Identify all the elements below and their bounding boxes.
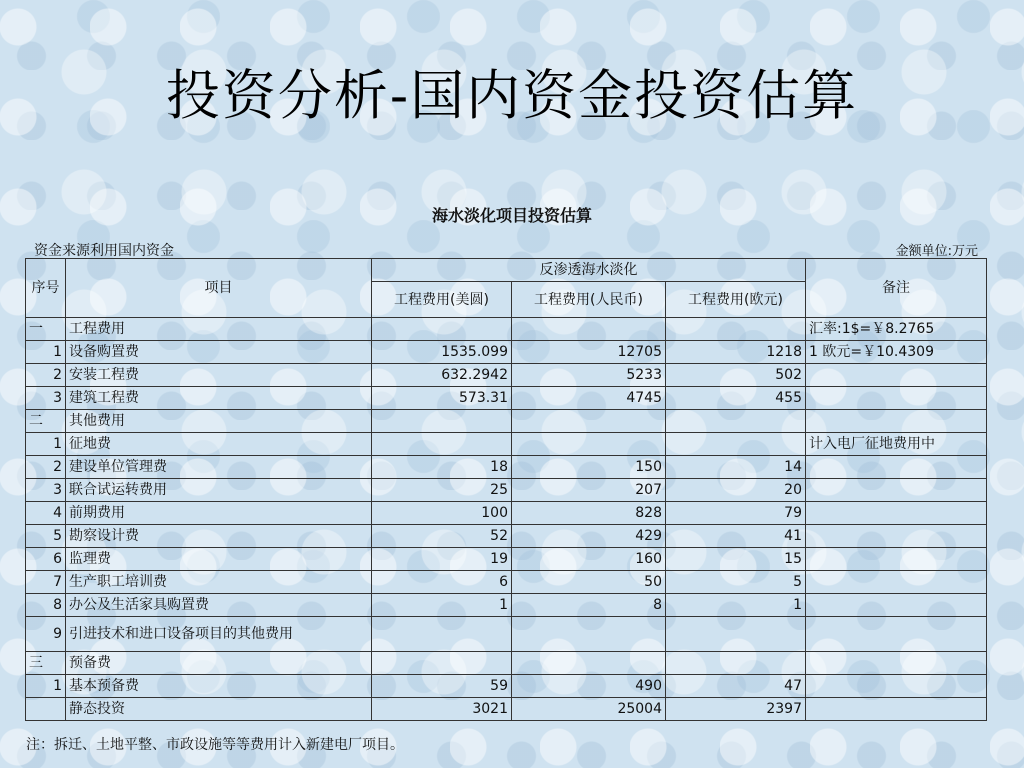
row-cost-usd: 59 [372,675,512,698]
header-ro-desalination: 反渗透海水淡化 [372,259,806,282]
row-cost-eur [666,617,806,652]
row-cost-usd: 19 [372,548,512,571]
amount-unit-label: 金额单位:万元 [895,244,978,259]
row-cost-eur: 502 [666,364,806,387]
row-cost-usd [372,433,512,456]
row-remark [806,525,987,548]
row-cost-usd: 3021 [372,698,512,721]
row-cost-eur [666,410,806,433]
row-item-name: 前期费用 [66,502,372,525]
row-seq: 5 [26,525,66,548]
row-cost-rmb: 150 [512,456,666,479]
row-item-name: 勘察设计费 [66,525,372,548]
row-cost-usd [372,410,512,433]
row-item-name: 联合试运转费用 [66,479,372,502]
fund-source-label: 资金来源利用国内资金 [34,243,174,259]
row-cost-rmb: 12705 [512,341,666,364]
row-remark [806,479,987,502]
table-row [26,502,987,525]
row-remark [806,410,987,433]
table-row [26,571,987,594]
row-cost-eur: 41 [666,525,806,548]
table-body [26,318,987,721]
row-remark [806,617,987,652]
row-cost-eur: 455 [666,387,806,410]
row-cost-rmb [512,318,666,341]
row-seq: 一 [26,318,66,341]
row-cost-rmb: 207 [512,479,666,502]
row-seq: 9 [26,617,66,652]
row-seq: 3 [26,387,66,410]
row-cost-eur [666,652,806,675]
row-seq: 6 [26,548,66,571]
row-item-name: 征地费 [66,433,372,456]
row-seq: 8 [26,594,66,617]
row-cost-usd: 6 [372,571,512,594]
row-cost-usd: 1 [372,594,512,617]
row-seq: 2 [26,364,66,387]
row-remark [806,571,987,594]
row-item-name: 生产职工培训费 [66,571,372,594]
row-cost-rmb: 429 [512,525,666,548]
row-cost-eur [666,318,806,341]
row-remark: 1 欧元=￥10.4309 [806,341,987,364]
table-row [26,594,987,617]
row-cost-rmb: 5233 [512,364,666,387]
investment-estimate-table [25,258,987,721]
row-item-name: 办公及生活家具购置费 [66,594,372,617]
table-row [26,433,987,456]
header-remark: 备注 [806,259,987,318]
row-cost-rmb: 828 [512,502,666,525]
table-row [26,548,987,571]
header-seq: 序号 [26,259,66,318]
row-item-name: 预备费 [66,652,372,675]
row-remark: 计入电厂征地费用中 [806,433,987,456]
row-cost-eur: 1 [666,594,806,617]
row-seq: 3 [26,479,66,502]
slide-title: 投资分析-国内资金投资估算 [165,64,859,127]
table-row [26,675,987,698]
row-seq: 7 [26,571,66,594]
header-row-1 [26,259,987,282]
row-seq [26,698,66,721]
row-cost-eur: 47 [666,675,806,698]
row-seq: 4 [26,502,66,525]
row-seq: 三 [26,652,66,675]
row-cost-rmb [512,410,666,433]
row-cost-eur [666,433,806,456]
row-cost-eur: 79 [666,502,806,525]
row-item-name: 静态投资 [66,698,372,721]
table-row [26,479,987,502]
row-seq: 1 [26,341,66,364]
row-item-name: 其他费用 [66,410,372,433]
row-seq: 1 [26,433,66,456]
row-remark [806,364,987,387]
row-cost-rmb [512,433,666,456]
row-cost-rmb: 4745 [512,387,666,410]
table-row [26,410,987,433]
row-remark [806,698,987,721]
row-cost-usd: 100 [372,502,512,525]
row-item-name: 设备购置费 [66,341,372,364]
row-cost-rmb: 25004 [512,698,666,721]
table-row [26,318,987,341]
row-remark [806,652,987,675]
header-eur: 工程费用(欧元) [666,282,806,318]
row-cost-eur: 5 [666,571,806,594]
row-cost-usd: 18 [372,456,512,479]
table-row [26,364,987,387]
row-remark [806,502,987,525]
table-row [26,341,987,364]
header-item: 项目 [66,259,372,318]
row-cost-eur: 15 [666,548,806,571]
row-seq: 二 [26,410,66,433]
row-remark [806,675,987,698]
table-row [26,698,987,721]
row-item-name: 建设单位管理费 [66,456,372,479]
row-cost-usd: 573.31 [372,387,512,410]
row-cost-eur: 20 [666,479,806,502]
row-remark [806,456,987,479]
row-item-name: 基本预备费 [66,675,372,698]
table-row [26,387,987,410]
row-cost-rmb [512,617,666,652]
header-usd: 工程费用(美圆) [372,282,512,318]
row-cost-usd: 632.2942 [372,364,512,387]
row-cost-rmb: 50 [512,571,666,594]
footnote: 注：拆迁、土地平整、市政设施等等费用计入新建电厂项目。 [26,737,404,753]
row-cost-usd: 1535.099 [372,341,512,364]
row-cost-eur: 14 [666,456,806,479]
row-remark [806,548,987,571]
table-row [26,456,987,479]
table-row [26,525,987,548]
table-row [26,652,987,675]
row-cost-usd: 52 [372,525,512,548]
row-item-name: 安装工程费 [66,364,372,387]
row-cost-rmb: 490 [512,675,666,698]
row-seq: 1 [26,675,66,698]
row-remark: 汇率:1$=￥8.2765 [806,318,987,341]
table-title: 海水淡化项目投资估算 [431,206,592,225]
row-remark [806,594,987,617]
row-cost-usd [372,318,512,341]
row-cost-eur: 2397 [666,698,806,721]
header-rmb: 工程费用(人民币) [512,282,666,318]
row-item-name: 引进技术和进口设备项目的其他费用 [66,617,372,652]
row-cost-usd [372,652,512,675]
row-cost-usd [372,617,512,652]
row-item-name: 建筑工程费 [66,387,372,410]
row-cost-rmb: 8 [512,594,666,617]
row-seq: 2 [26,456,66,479]
row-remark [806,387,987,410]
row-cost-usd: 25 [372,479,512,502]
row-cost-rmb [512,652,666,675]
row-cost-rmb: 160 [512,548,666,571]
row-item-name: 工程费用 [66,318,372,341]
table-row [26,617,987,652]
row-cost-eur: 1218 [666,341,806,364]
row-item-name: 监理费 [66,548,372,571]
